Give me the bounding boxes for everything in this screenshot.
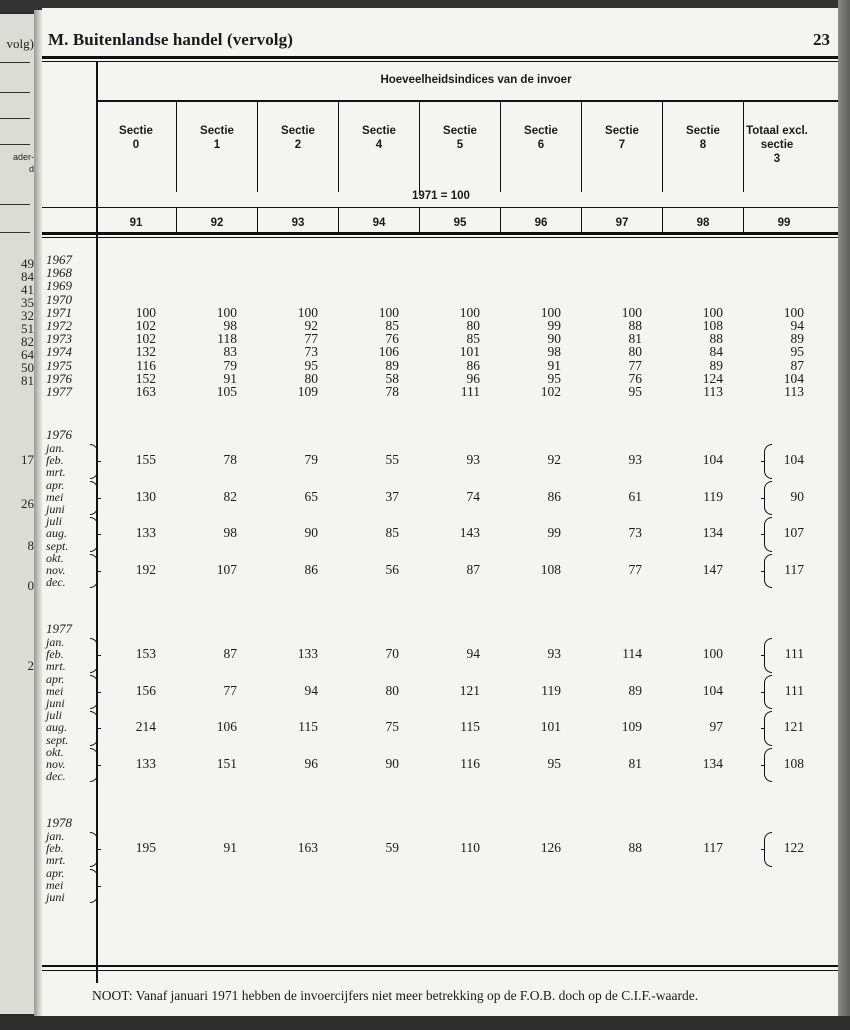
quarter-brace xyxy=(90,444,98,479)
table-cell: 163 xyxy=(297,840,318,856)
table-cell: 119 xyxy=(541,682,561,698)
table-cell: 90 xyxy=(790,488,804,504)
prev-page-fragment: volg) xyxy=(6,36,34,51)
prev-page-fragment: 64 xyxy=(21,347,34,362)
table-cell: 82 xyxy=(223,488,237,504)
table-cell: 84 xyxy=(709,344,723,360)
table-cell: 86 xyxy=(466,357,480,373)
top-rule xyxy=(42,56,842,59)
table-cell: 121 xyxy=(783,719,804,735)
month-label: aug. xyxy=(46,526,67,541)
table-cell: 77 xyxy=(628,562,642,577)
table-cell: 104 xyxy=(702,452,723,468)
table-cell: 94 xyxy=(304,682,318,698)
table-cell: 195 xyxy=(135,840,156,856)
month-label: mei xyxy=(46,683,64,698)
table-cell: 100 xyxy=(621,304,642,320)
year-label: 1967 xyxy=(46,252,72,267)
table-cell: 76 xyxy=(385,331,399,347)
quarter-brace xyxy=(90,832,98,867)
year-label: 1971 xyxy=(46,304,72,320)
table-cell: 111 xyxy=(460,384,480,399)
table-cell: 79 xyxy=(223,357,237,373)
prev-page-fragment: 26 xyxy=(21,496,34,511)
table-cell: 77 xyxy=(304,331,318,347)
table-cell: 59 xyxy=(385,840,399,856)
table-cell: 75 xyxy=(385,719,399,735)
table-cell: 98 xyxy=(223,318,237,333)
year-label: 1972 xyxy=(46,318,72,333)
quarter-brace xyxy=(90,675,98,710)
table-cell: 91 xyxy=(223,840,237,856)
month-label: apr. xyxy=(46,865,65,880)
month-label: apr. xyxy=(46,477,65,492)
table-cell: 214 xyxy=(135,719,156,735)
table-cell: 104 xyxy=(783,452,804,468)
month-label: dec. xyxy=(46,575,66,590)
column-header-sectie-1: Sectie 1 xyxy=(200,125,234,151)
prev-page-fragment: 82 xyxy=(21,334,34,349)
month-label: dec. xyxy=(46,769,66,784)
prev-page-fragment: ader- xyxy=(12,152,34,162)
table-cell: 89 xyxy=(385,357,399,373)
scan-right-edge xyxy=(838,0,850,1030)
table-cell: 79 xyxy=(304,452,318,468)
column-number: 99 xyxy=(777,217,791,229)
prev-page-fragment: 49 xyxy=(21,256,34,271)
column-number: 91 xyxy=(129,217,143,229)
table-cell: 132 xyxy=(135,344,156,360)
column-number: 98 xyxy=(696,217,710,229)
table-cell: 100 xyxy=(459,304,480,320)
table-cell: 106 xyxy=(216,719,237,735)
table-cell: 115 xyxy=(298,719,318,735)
table-cell: 80 xyxy=(385,682,399,698)
table-cell: 81 xyxy=(628,756,642,771)
table-cell: 91 xyxy=(223,370,237,386)
month-label: nov. xyxy=(46,757,66,771)
table-cell: 88 xyxy=(709,331,723,347)
table-cell: 99 xyxy=(547,318,561,333)
table-cell: 95 xyxy=(628,384,642,399)
table-cell: 87 xyxy=(223,646,237,662)
table-cell: 133 xyxy=(135,756,156,771)
table-cell: 85 xyxy=(385,525,399,541)
year-label: 1969 xyxy=(46,278,72,294)
month-label: feb. xyxy=(46,841,64,856)
table-cell: 87 xyxy=(466,562,480,577)
table-cell: 96 xyxy=(304,756,318,771)
table-cell: 100 xyxy=(783,304,804,320)
table-cell: 133 xyxy=(297,646,318,662)
table-cell: 126 xyxy=(540,840,561,856)
column-header-sectie-5: Sectie 5 xyxy=(443,125,477,151)
year-label: 1973 xyxy=(46,331,72,347)
table-cell: 111 xyxy=(784,646,804,662)
month-label: sept. xyxy=(46,732,69,747)
table-cell: 100 xyxy=(216,304,237,320)
table-cell: 95 xyxy=(304,357,318,373)
table-title: Hoeveelheidsindices van de invoer xyxy=(380,74,572,86)
table-cell: 102 xyxy=(540,384,561,399)
table-cell: 117 xyxy=(784,562,804,577)
month-label: jan. xyxy=(46,441,65,455)
quarter-brace xyxy=(90,711,98,746)
table-cell: 89 xyxy=(628,682,642,698)
table-cell: 86 xyxy=(547,488,561,504)
table-cell: 102 xyxy=(135,318,156,333)
table-cell: 80 xyxy=(466,318,480,333)
page-title: M. Buitenlandse handel (vervolg) xyxy=(48,30,293,49)
month-label: aug. xyxy=(46,720,67,735)
table-cell: 65 xyxy=(304,488,318,504)
table-cell: 114 xyxy=(622,646,642,662)
table-cell: 134 xyxy=(702,525,723,541)
month-label: juli xyxy=(46,514,63,529)
month-label: juni xyxy=(46,696,65,710)
table-cell: 163 xyxy=(135,384,156,399)
year-label: 1977 xyxy=(46,621,72,636)
table-cell: 100 xyxy=(702,646,723,662)
month-label: okt. xyxy=(46,744,64,759)
table-cell: 91 xyxy=(547,357,561,373)
table-cell: 93 xyxy=(628,452,642,468)
table-cell: 90 xyxy=(385,756,399,771)
header-rule xyxy=(96,100,842,102)
table-cell: 88 xyxy=(628,840,642,856)
base-year-label: 1971 = 100 xyxy=(412,190,470,202)
bottom-rule xyxy=(42,965,842,967)
quarter-brace xyxy=(90,517,98,552)
table-cell: 116 xyxy=(460,756,480,771)
column-number: 92 xyxy=(210,217,224,229)
table-cell: 93 xyxy=(547,646,561,662)
table-cell: 78 xyxy=(223,452,237,468)
table-cell: 76 xyxy=(628,370,642,386)
table-cell: 88 xyxy=(628,318,642,333)
quarter-brace xyxy=(90,638,98,673)
table-cell: 100 xyxy=(702,304,723,320)
table-cell: 108 xyxy=(702,318,723,333)
table-cell: 95 xyxy=(547,370,561,386)
table-cell: 99 xyxy=(547,525,561,541)
table-cell: 130 xyxy=(135,488,156,504)
quarter-brace xyxy=(90,869,98,904)
year-label: 1970 xyxy=(46,291,72,307)
month-label: jan. xyxy=(46,635,65,649)
table-cell: 104 xyxy=(783,370,804,386)
table-cell: 152 xyxy=(135,370,156,386)
table-cell: 86 xyxy=(304,562,318,577)
table-cell: 37 xyxy=(385,488,399,504)
month-label: juni xyxy=(46,502,65,516)
month-label: juni xyxy=(46,890,65,904)
table-cell: 110 xyxy=(460,840,480,856)
table-cell: 119 xyxy=(703,488,723,504)
table-cell: 101 xyxy=(540,719,561,735)
table-cell: 107 xyxy=(216,562,237,577)
table-cell: 109 xyxy=(621,719,642,735)
table-cell: 92 xyxy=(304,318,318,333)
table-cell: 93 xyxy=(466,452,480,468)
prev-page-fragment: 32 xyxy=(21,308,34,323)
prev-page-fragment: 51 xyxy=(21,321,34,336)
month-label: mei xyxy=(46,489,64,504)
table-cell: 105 xyxy=(216,384,237,399)
table-cell: 116 xyxy=(136,357,156,373)
table-cell: 85 xyxy=(385,318,399,333)
year-label: 1976 xyxy=(46,370,72,386)
table-cell: 101 xyxy=(459,344,480,360)
column-header-sectie-2: Sectie 2 xyxy=(281,125,315,151)
table-cell: 89 xyxy=(790,331,804,347)
table-cell: 153 xyxy=(135,646,156,662)
table-cell: 111 xyxy=(784,682,804,698)
scan-bottom-edge xyxy=(0,1016,850,1030)
column-header-totaal: Totaal excl. sectie 3 xyxy=(746,125,808,165)
year-label: 1975 xyxy=(46,357,72,373)
table-cell: 192 xyxy=(135,562,156,577)
column-number: 95 xyxy=(453,217,467,229)
page-number: 23 xyxy=(813,30,830,49)
year-label: 1978 xyxy=(46,815,72,830)
table-cell: 151 xyxy=(216,756,237,771)
prev-page-fragment: 2 xyxy=(27,658,34,673)
table-cell: 81 xyxy=(628,331,642,347)
table-cell: 143 xyxy=(459,525,480,541)
month-label: sept. xyxy=(46,538,69,553)
month-label: mei xyxy=(46,877,64,892)
quarter-brace xyxy=(90,748,98,783)
table-cell: 61 xyxy=(628,488,642,504)
table-cell: 100 xyxy=(540,304,561,320)
table-cell: 89 xyxy=(709,357,723,373)
table-cell: 124 xyxy=(702,370,723,386)
prev-page-fragment: 81 xyxy=(21,373,34,388)
table-cell: 133 xyxy=(135,525,156,541)
table-cell: 87 xyxy=(790,357,804,373)
table-cell: 55 xyxy=(385,452,399,468)
column-header-sectie-8: Sectie 8 xyxy=(686,125,720,151)
month-label: nov. xyxy=(46,563,66,577)
table-cell: 104 xyxy=(702,682,723,698)
table-cell: 106 xyxy=(378,344,399,360)
year-label: 1977 xyxy=(46,384,72,399)
year-label: 1976 xyxy=(46,427,72,442)
previous-page-margin xyxy=(0,14,36,1014)
column-number: 96 xyxy=(534,217,548,229)
table-cell: 80 xyxy=(628,344,642,360)
table-cell: 90 xyxy=(547,331,561,347)
table-cell: 85 xyxy=(466,331,480,347)
footnote: NOOT: Vanaf januari 1971 hebben de invoercijfers niet meer betrekking op de F.O.B. doch op de C.I.F.-waarde. xyxy=(92,988,699,1003)
table-cell: 77 xyxy=(628,357,642,373)
column-number-rule-top xyxy=(42,207,842,208)
column-header-sectie-7: Sectie 7 xyxy=(605,125,639,151)
prev-page-fragment: 84 xyxy=(21,269,34,284)
column-number: 93 xyxy=(291,217,305,229)
column-number-rule-bottom xyxy=(42,232,842,235)
table-cell: 94 xyxy=(790,318,804,333)
month-label: feb. xyxy=(46,453,64,468)
table-cell: 115 xyxy=(460,719,480,735)
table-cell: 73 xyxy=(628,525,642,541)
top-rule-thin xyxy=(42,61,842,62)
table-cell: 113 xyxy=(784,384,804,399)
table-cell: 122 xyxy=(783,840,804,856)
table-cell: 96 xyxy=(466,370,480,386)
table-cell: 155 xyxy=(135,452,156,468)
table-cell: 156 xyxy=(135,682,156,698)
table-cell: 100 xyxy=(135,304,156,320)
table-cell: 113 xyxy=(703,384,723,399)
table-cell: 94 xyxy=(466,646,480,662)
table-cell: 147 xyxy=(702,562,723,577)
column-number: 94 xyxy=(372,217,386,229)
month-label: jan. xyxy=(46,829,65,843)
table-cell: 78 xyxy=(385,384,399,399)
column-header-sectie-0: Sectie 0 xyxy=(119,125,153,151)
table-cell: 98 xyxy=(223,525,237,541)
table-cell: 58 xyxy=(385,370,399,386)
column-number: 97 xyxy=(615,217,629,229)
month-label: juli xyxy=(46,708,63,723)
year-label: 1974 xyxy=(46,344,72,360)
document-page xyxy=(42,8,842,1022)
column-header-sectie-4: Sectie 4 xyxy=(362,125,396,151)
prev-page-fragment: 50 xyxy=(21,360,34,375)
prev-page-fragment: 8 xyxy=(27,538,34,553)
table-cell: 70 xyxy=(385,646,399,662)
table-cell: 95 xyxy=(790,344,804,360)
prev-page-fragment: 41 xyxy=(21,282,34,297)
month-label: feb. xyxy=(46,647,64,662)
month-label: mrt. xyxy=(46,465,66,480)
prev-page-fragment: d xyxy=(28,164,34,174)
table-cell: 90 xyxy=(304,525,318,541)
table-cell: 118 xyxy=(217,331,237,347)
quarter-brace xyxy=(90,481,98,516)
month-label: mrt. xyxy=(46,659,66,674)
table-cell: 56 xyxy=(385,562,399,577)
table-cell: 109 xyxy=(297,384,318,399)
month-label: apr. xyxy=(46,671,65,686)
table-cell: 100 xyxy=(378,304,399,320)
table-cell: 92 xyxy=(547,452,561,468)
prev-page-fragment: 17 xyxy=(21,452,34,467)
table-cell: 107 xyxy=(783,525,804,541)
table-cell: 134 xyxy=(702,756,723,771)
year-label: 1968 xyxy=(46,265,72,281)
prev-page-fragment: 35 xyxy=(21,295,34,310)
table-cell: 108 xyxy=(783,756,804,771)
table-cell: 102 xyxy=(135,331,156,347)
table-cell: 97 xyxy=(709,719,723,735)
column-header-sectie-6: Sectie 6 xyxy=(524,125,558,151)
quarter-brace xyxy=(90,554,98,589)
table-cell: 74 xyxy=(466,488,480,504)
table-cell: 73 xyxy=(304,344,318,360)
table-cell: 108 xyxy=(540,562,561,577)
month-label: mrt. xyxy=(46,853,66,868)
month-label: okt. xyxy=(46,550,64,565)
table-cell: 77 xyxy=(223,682,237,698)
table-cell: 83 xyxy=(223,344,237,360)
table-cell: 80 xyxy=(304,370,318,386)
table-cell: 121 xyxy=(459,682,480,698)
table-cell: 117 xyxy=(703,840,723,856)
table-cell: 95 xyxy=(547,756,561,771)
prev-page-fragment: 0 xyxy=(27,578,34,593)
table-cell: 98 xyxy=(547,344,561,360)
table-cell: 100 xyxy=(297,304,318,320)
